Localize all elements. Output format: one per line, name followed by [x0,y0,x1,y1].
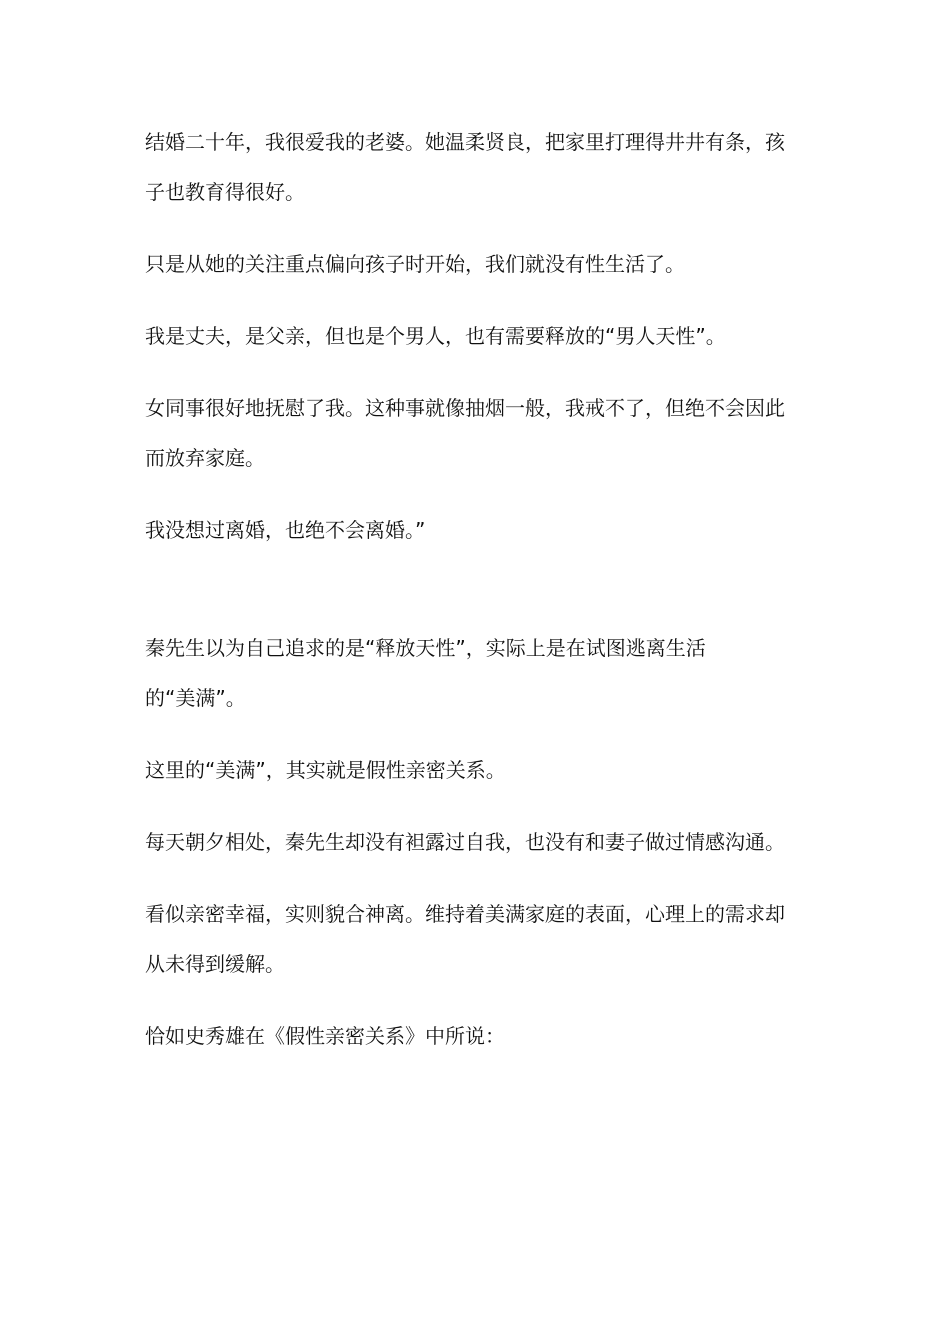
paragraph-3-line-1: 我是丈夫，是父亲，但也是个男人，也有需要释放的“男人天性”。 [145,324,726,348]
paragraph-4-line-2: 而放弃家庭。 [145,446,265,470]
paragraph-7-line-1: 这里的“美满”，其实就是假性亲密关系。 [145,758,506,782]
paragraph-8-line-1: 每天朝夕相处，秦先生却没有袒露过自我，也没有和妻子做过情感沟通。 [145,830,785,854]
paragraph-10-line-1: 恰如史秀雄在《假性亲密关系》中所说： [145,1024,505,1048]
paragraph-9-line-1: 看似亲密幸福，实则貌合神离。维持着美满家庭的表面，心理上的需求却 [145,902,785,926]
paragraph-5-line-1: 我没想过离婚，也绝不会离婚。” [145,518,426,542]
paragraph-9-line-2: 从未得到缓解。 [145,952,285,976]
paragraph-2-line-1: 只是从她的关注重点偏向孩子时开始，我们就没有性生活了。 [145,252,685,276]
paragraph-6-line-1: 秦先生以为自己追求的是“释放天性”，实际上是在试图逃离生活 [145,636,706,660]
paragraph-4-line-1: 女同事很好地抚慰了我。这种事就像抽烟一般，我戒不了，但绝不会因此 [145,396,785,420]
paragraph-1-line-2: 子也教育得很好。 [145,180,305,204]
paragraph-1-line-1: 结婚二十年，我很爱我的老婆。她温柔贤良，把家里打理得井井有条，孩 [145,130,785,154]
paragraph-6-line-2: 的“美满”。 [145,686,246,710]
